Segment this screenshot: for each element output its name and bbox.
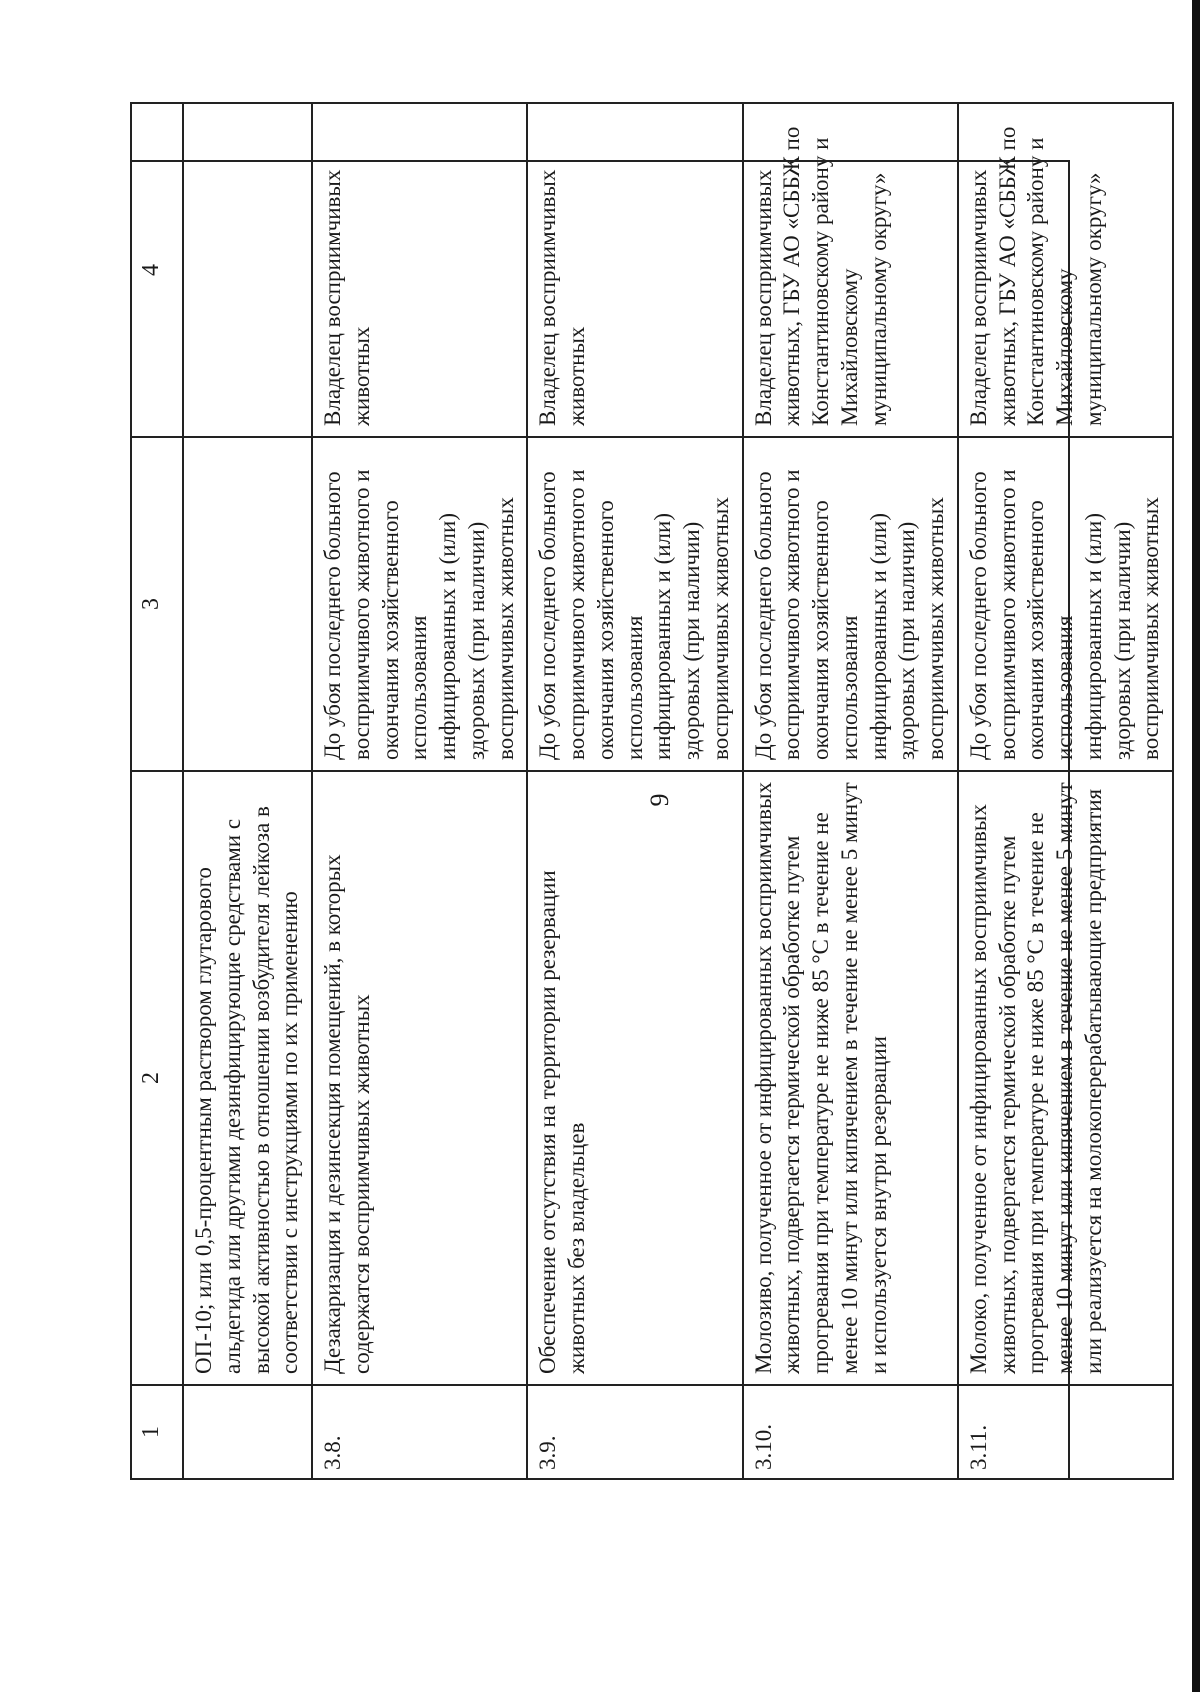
table-row bbox=[527, 103, 742, 1479]
measure-cell: Молоко, полученное от инфицированных восприимчивых животных, подвергается термической обработке путем прогревания при температуре не ниже 85 °С в течение не менее 10 минут или кипячением в течение не менее 5 минут или реализуется на молокоперерабатывающие предприятия bbox=[958, 771, 1173, 1385]
period-cell bbox=[183, 437, 312, 771]
measure-cell: Дезакаризация и дезинсекция помещений, в которых содержатся восприимчивых животных bbox=[312, 771, 527, 1385]
measures-table bbox=[130, 102, 1174, 1480]
period-cell: До убоя последнего больного восприимчивого животного и окончания хозяйственного использования инфицированных и (или) здоровых (при наличии) восприимчивых животных bbox=[958, 437, 1173, 771]
table-row bbox=[183, 103, 312, 1479]
table-row bbox=[312, 103, 527, 1479]
table-row bbox=[958, 103, 1173, 1479]
responsible-cell: Владелец восприимчивых животных bbox=[312, 103, 527, 437]
period-cell: До убоя последнего больного восприимчивого животного и окончания хозяйственного использования инфицированных и (или) здоровых (при наличии) восприимчивых животных bbox=[743, 437, 958, 771]
row-number: 3.9. bbox=[527, 1385, 742, 1479]
period-cell: До убоя последнего больного восприимчивого животного и окончания хозяйственного использования инфицированных и (или) здоровых (при наличии) восприимчивых животных bbox=[312, 437, 527, 771]
row-number bbox=[183, 1385, 312, 1479]
row-number: 3.10. bbox=[743, 1385, 958, 1479]
responsible-cell: Владелец восприимчивых животных, ГБУ АО «СББЖ по Константиновскому району и Михайловскому муниципальному округу» bbox=[743, 103, 958, 437]
column-header-3: 3 bbox=[131, 437, 183, 771]
column-header-1: 1 bbox=[131, 1385, 183, 1479]
header-row bbox=[131, 103, 183, 1479]
page-number: 9 bbox=[645, 793, 674, 807]
responsible-cell: Владелец восприимчивых животных bbox=[527, 103, 742, 437]
responsible-cell bbox=[183, 103, 312, 437]
measure-cell: Обеспечение отсутствия на территории резервации животных без владельцев bbox=[527, 771, 742, 1385]
table-row bbox=[743, 103, 958, 1479]
measures-table-container bbox=[130, 126, 1164, 1480]
responsible-cell: Владелец восприимчивых животных, ГБУ АО «СББЖ по Константиновскому району и Михайловскому муниципальному округу» bbox=[958, 103, 1173, 437]
measure-cell: Молозиво, полученное от инфицированных восприимчивых животных, подвергается термической обработке путем прогревания при температуре не ниже 85 °С в течение не менее 10 минут или кипячением в течение не менее 5 минут и используется внутри резервации bbox=[743, 771, 958, 1385]
column-header-2: 2 bbox=[131, 771, 183, 1385]
page-edge-border bbox=[1192, 0, 1200, 1692]
row-number: 3.8. bbox=[312, 1385, 527, 1479]
period-cell: До убоя последнего больного восприимчивого животного и окончания хозяйственного использования инфицированных и (или) здоровых (при наличии) восприимчивых животных bbox=[527, 437, 742, 771]
column-header-4: 4 bbox=[131, 103, 183, 437]
row-number: 3.11. bbox=[958, 1385, 1173, 1479]
measure-cell: ОП-10; или 0,5-процентным раствором глутарового альдегида или другими дезинфицирующие средствами с высокой активностью в отношении возбудителя лейкоза в соответствии с инструкциями по их применению bbox=[183, 771, 312, 1385]
